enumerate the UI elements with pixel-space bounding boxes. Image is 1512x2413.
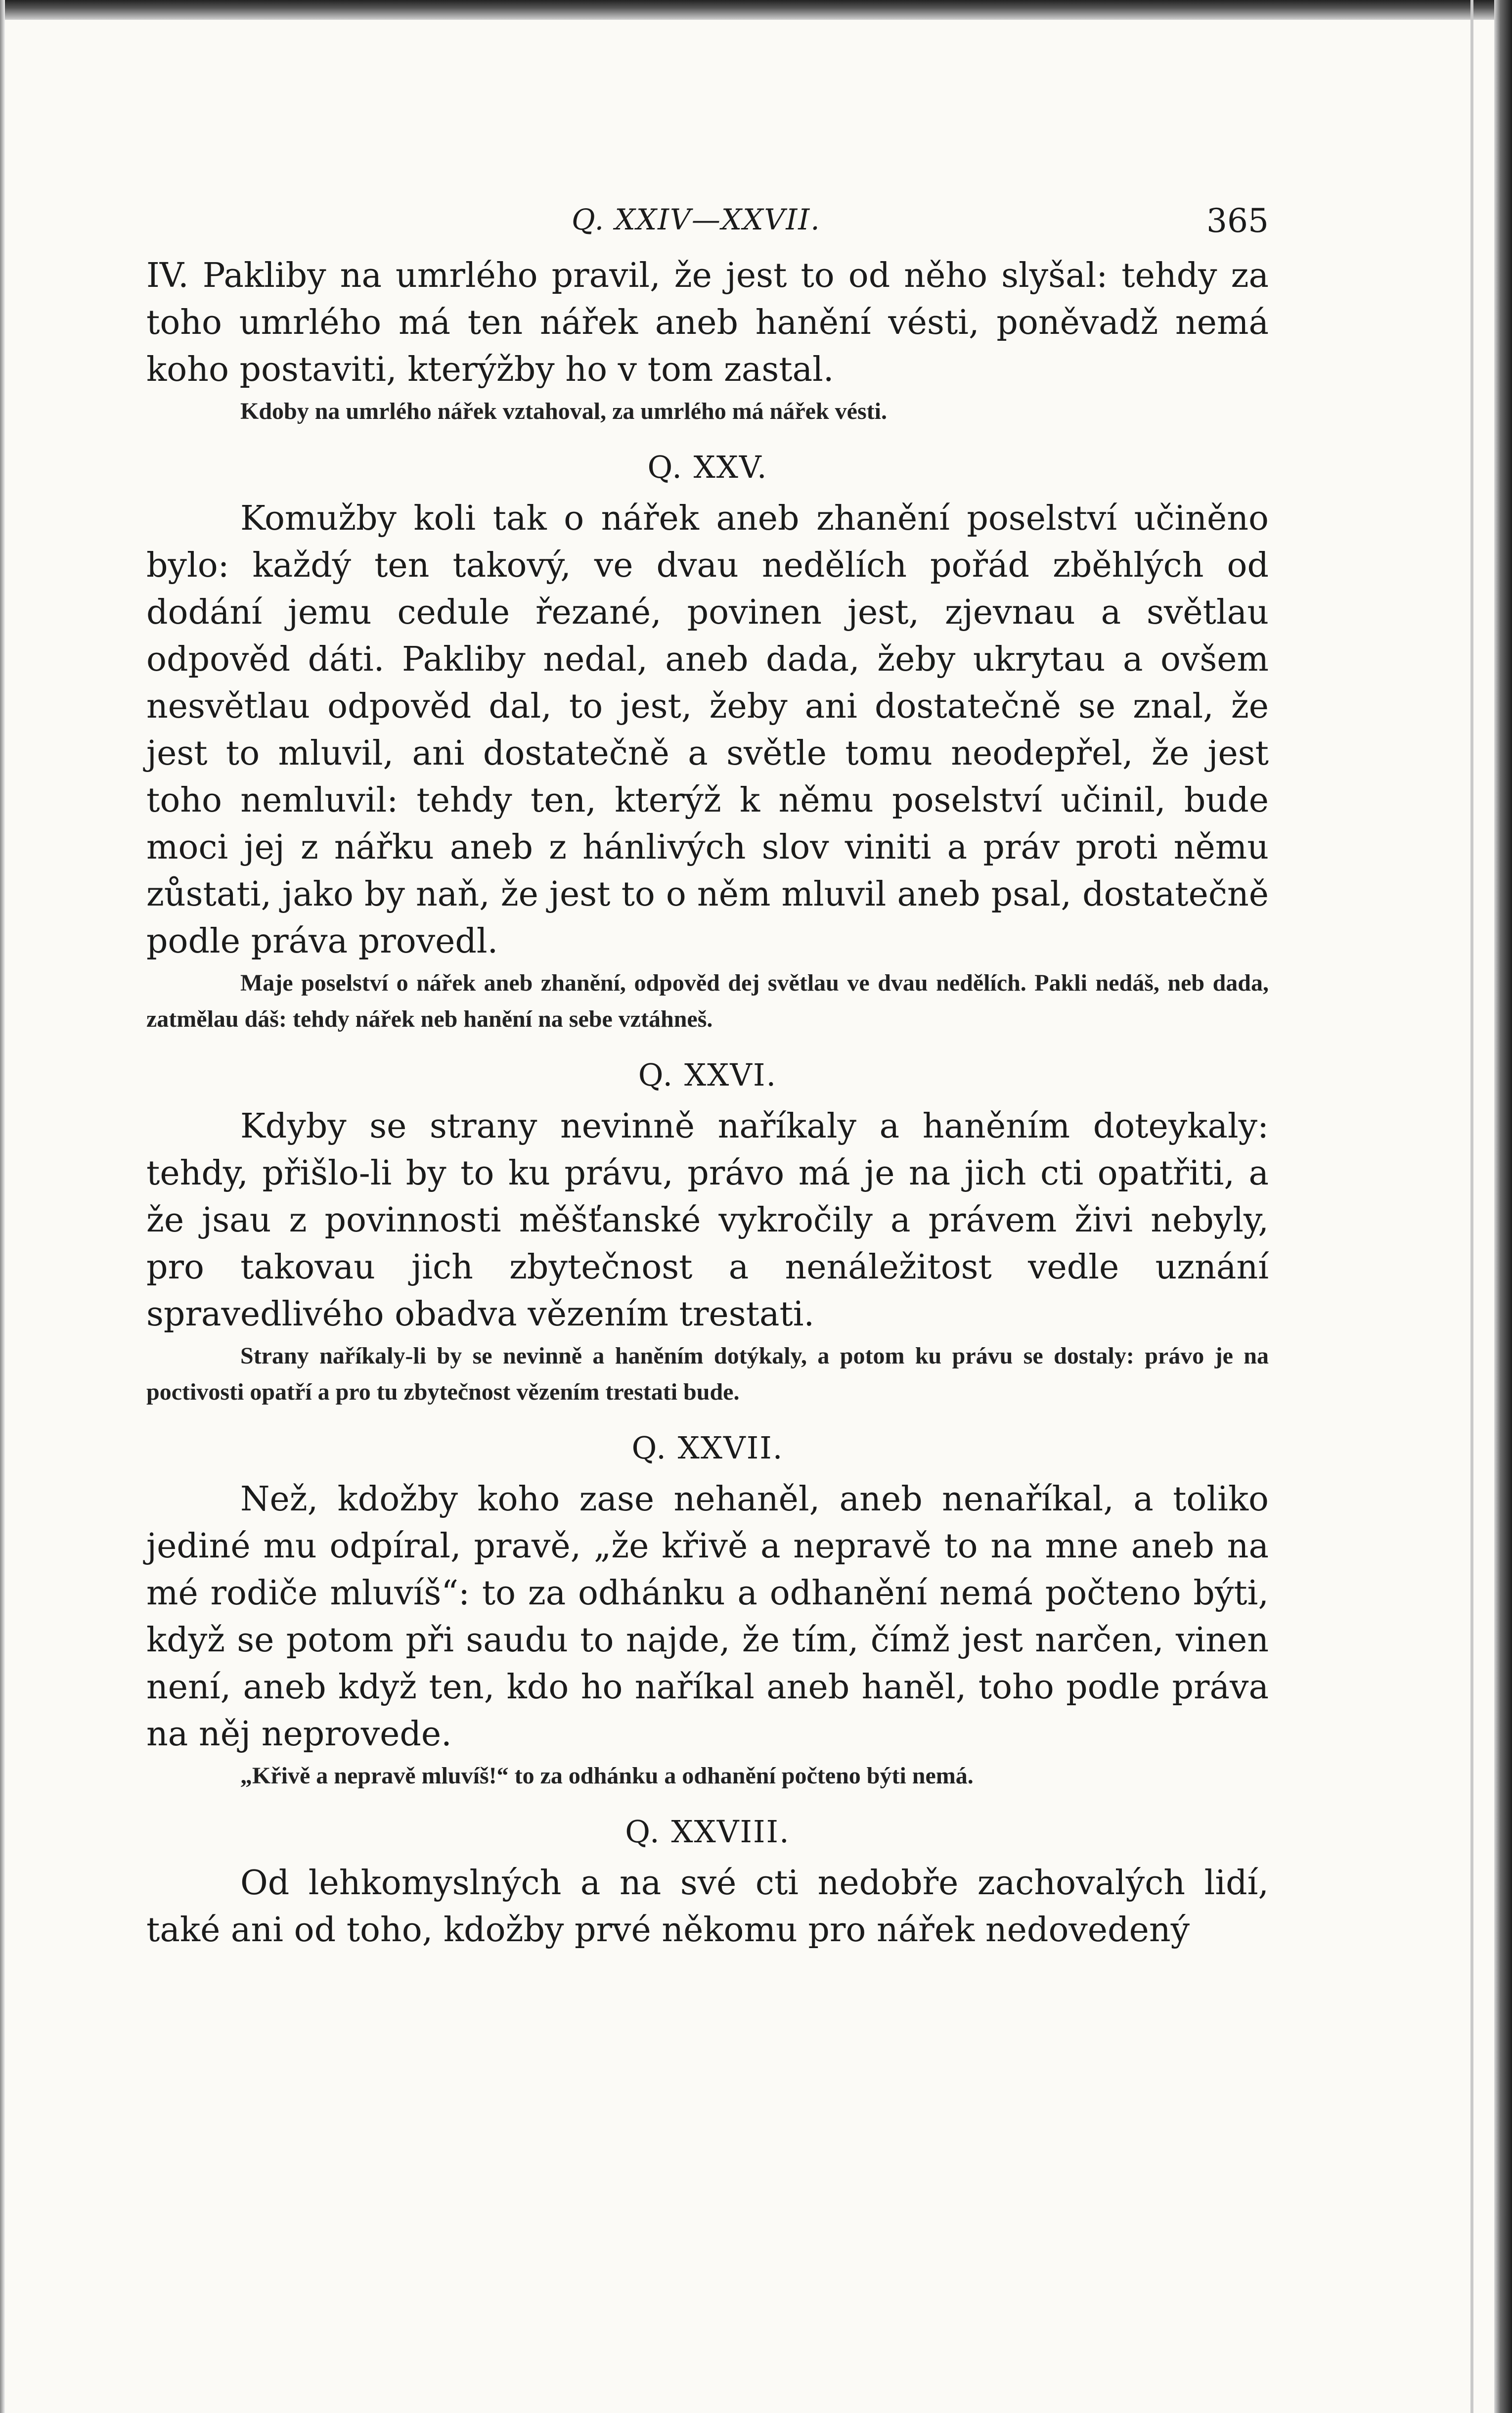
text-block [146,198,1269,1954]
marginal-summary: Kdoby na umrlého nářek vztahoval, za umrlého má nářek vésti. [240,398,887,424]
page-number: 365 [1206,202,1269,240]
section-heading: Q. XXV. [647,449,768,485]
marginal-summary: „Křivě a nepravě mluvíš!“ to za odhánku a odhanění počteno býti nemá. [240,1763,974,1789]
section-heading: Q. XXVI. [638,1057,777,1093]
marginal-summary: Maje poselství o nářek aneb zhanění, odpověd dej světlau ve dvau nedělích. Pakli nedáš, neb dada, zatmělau dáš: tehdy nářek neb hanění na sebe vztáhneš. [146,970,1269,1032]
body-paragraph: Komužby koli tak o nářek aneb zhanění poselství učiněno bylo: každý ten takový, ve dvau nedělích pořád zběhlých od dodání jemu cedule řezané, povinen jest, zjevnau a světlau odpověd dáti. Pakliby nedal, aneb dada, žeby ukrytau a ovšem nesvětlau odpověd dal, to jest, žeby ani dostatečně se znal, že jest to mluvil, ani dostatečně a světle tomu neodepřel, že jest toho nemluvil: tehdy ten, kterýž k němu poselství učinil, bude moci jej z nářku aneb z hánlivých slov viniti a práv proti němu zůstati, jako by naň, že jest to o něm mluvil aneb psal, dostatečně podle práva provedl. [146,499,1269,961]
scan-edge-right [1494,0,1512,2413]
body-paragraph: Než, kdožby koho zase nehaněl, aneb nenaříkal, a toliko jediné mu odpíral, pravě, „že křivě a nepravě to na mne aneb na mé rodiče mluvíš“: to za odhánku a odhanění nemá počteno býti, když se potom při saudu to najde, že tím, čímž jest narčen, vinen není, aneb když ten, kdo ho naříkal aneb haněl, toho podle práva na něj neprovede. [146,1480,1269,1754]
running-head [146,198,1269,252]
section-heading: Q. XXVIII. [625,1814,790,1850]
running-title: Q. XXIV—XXVII. [572,203,821,236]
body-paragraph: Od lehkomyslných a na své cti nedobře zachovalých lidí, také ani od toho, kdožby prvé někomu pro nářek nedovedený [146,1864,1269,1950]
body-paragraph: IV. Pakliby na umrlého pravil, že jest to od něho slyšal: tehdy za toho umrlého má ten nářek aneb hanění vésti, poněvadž nemá koho postaviti, kterýžby ho v tom zastal. [146,256,1269,389]
marginal-summary: Strany naříkaly-li by se nevinně a haněním dotýkaly, a potom ku právu se dostaly: právo je na poctivosti opatří a pro tu zbytečnost vězením trestati bude. [146,1343,1269,1405]
scan-edge-left [0,0,5,2413]
section-heading: Q. XXVII. [631,1430,784,1466]
scan-edge-line [1470,0,1473,2413]
scan-edge-top [0,0,1512,20]
body-paragraph: Kdyby se strany nevinně naříkaly a haněním doteykaly: tehdy, přišlo-li by to ku právu, právo má je na jich cti opatřiti, a že jsau z povinnosti měšťanské vykročily a právem živi nebyly, pro takovau jich zbytečnost a nenáležitost vedle uznání spravedlivého obadva vězením trestati. [146,1107,1269,1334]
